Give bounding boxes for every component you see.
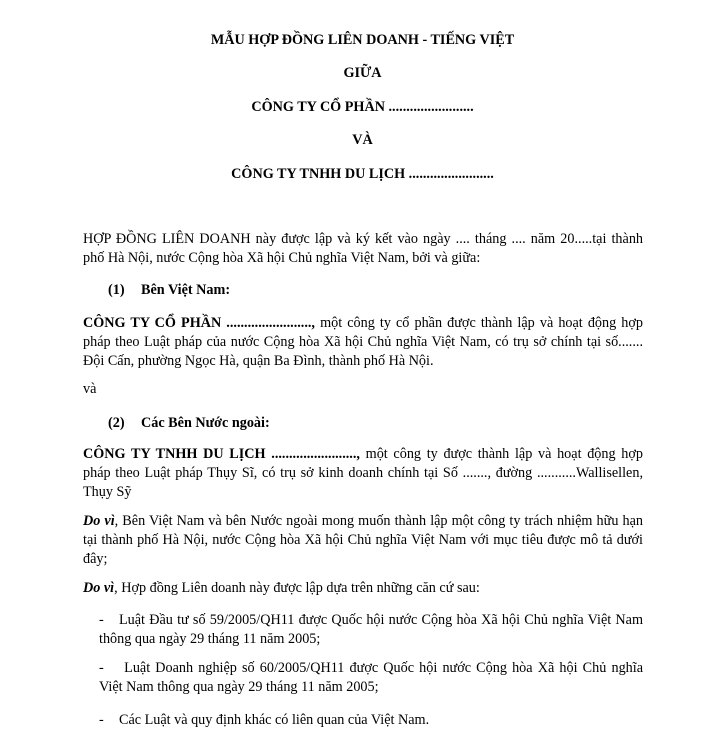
bullet-1-line-1 — [99, 611, 643, 630]
vn-party-line-3: Đội Cấn, phường Ngọc Hà, quận Ba Đình, thành phố Hà Nội. — [83, 353, 434, 369]
section-1-label: Bên Việt Nam: — [141, 282, 231, 298]
vn-party-line-1-rest: một công ty cổ phần được thành lập và hoạt động hợp — [314, 315, 643, 331]
whereas-2-line — [83, 579, 643, 598]
foreign-party-line-1-rest: một công ty được thành lập và hoạt động hợp — [359, 446, 643, 462]
party-b-title: CÔNG TY TNHH DU LỊCH ........................ — [231, 166, 494, 182]
bullet-1-text-1: Luật Đầu tư số 59/2005/QH11 được Quốc hội nước Cộng hòa Xã hội Chủ nghĩa Việt Nam — [119, 612, 643, 628]
intro-paragraph — [83, 230, 643, 268]
bullet-dash: - — [99, 612, 104, 628]
section-2-heading — [108, 414, 270, 433]
foreign-party-paragraph — [83, 445, 643, 502]
foreign-party-line-3: Thụy Sỹ — [83, 484, 132, 500]
whereas-1-line-1 — [83, 512, 643, 531]
bullet-item — [99, 659, 643, 697]
vn-party-line-2: pháp theo Luật pháp của nước Cộng hòa Xã hội Chủ nghĩa Việt Nam, có trụ sở chính tại số....... — [83, 334, 643, 350]
whereas-2-rest: , Hợp đồng Liên doanh này được lập dựa trên những căn cứ sau: — [114, 580, 480, 596]
and-text: và — [83, 381, 97, 397]
document-title: MẪU HỢP ĐỒNG LIÊN DOANH - TIẾNG VIỆT — [210, 32, 515, 48]
vn-party-line-1 — [83, 314, 643, 333]
bullet-3-line-1 — [99, 711, 643, 730]
whereas-2-paragraph — [83, 579, 643, 598]
bullet-2-line-1 — [99, 659, 643, 678]
whereas-1-lead: Do vì — [83, 513, 115, 529]
whereas-1-paragraph — [83, 512, 643, 569]
whereas-1-line-1-rest: , Bên Việt Nam và bên Nước ngoài mong muốn thành lập một công ty trách nhiệm hữu hạn — [114, 513, 643, 529]
intro-line-1: HỢP ĐỒNG LIÊN DOANH này được lập và ký kết vào ngày .... tháng .... năm 20.....tại thành — [83, 231, 643, 247]
vn-party-paragraph — [83, 314, 643, 371]
intro-line-2: phố Hà Nội, nước Cộng hòa Xã hội Chủ nghĩa Việt Nam, bởi và giữa: — [83, 250, 481, 266]
foreign-party-line-2: pháp theo Luật pháp Thụy Sĩ, có trụ sở kinh doanh chính tại Số ......., đường ...........Wallisellen, — [83, 465, 643, 481]
party-a-title: CÔNG TY CỔ PHẦN ........................ — [251, 99, 474, 115]
whereas-2-lead: Do vì — [83, 580, 115, 596]
section-2-label: Các Bên Nước ngoài: — [141, 415, 270, 431]
bullet-item — [99, 711, 643, 730]
bullet-2-line-2: Việt Nam thông qua ngày 29 tháng 11 năm 2005; — [99, 679, 379, 695]
whereas-1-line-2: tại thành phố Hà Nội, nước Cộng hòa Xã hội Chủ nghĩa Việt Nam với mục tiêu được mô tả dưới — [83, 532, 643, 548]
bullet-dash: - — [99, 712, 104, 728]
section-1-heading — [108, 281, 230, 300]
bullet-1-line-2: thông qua ngày 29 tháng 11 năm 2005; — [99, 631, 321, 647]
and-paragraph — [83, 380, 643, 399]
bullet-dash: - — [99, 660, 104, 676]
section-2-number: (2) — [108, 415, 125, 431]
foreign-party-name: CÔNG TY TNHH DU LỊCH ........................, — [83, 446, 360, 462]
whereas-1-line-3: đây; — [83, 551, 108, 567]
foreign-party-line-1 — [83, 445, 643, 464]
bullet-3-text-1: Các Luật và quy định khác có liên quan của Việt Nam. — [119, 712, 430, 728]
vn-party-name: CÔNG TY CỔ PHẦN ........................, — [83, 315, 315, 331]
between-label: GIỮA — [343, 65, 382, 81]
section-1-number: (1) — [108, 282, 125, 298]
bullet-item — [99, 611, 643, 649]
bullet-2-text-1: Luật Doanh nghiệp số 60/2005/QH11 được Quốc hội nước Cộng hòa Xã hội Chủ nghĩa — [119, 660, 643, 676]
and-label: VÀ — [352, 132, 373, 148]
